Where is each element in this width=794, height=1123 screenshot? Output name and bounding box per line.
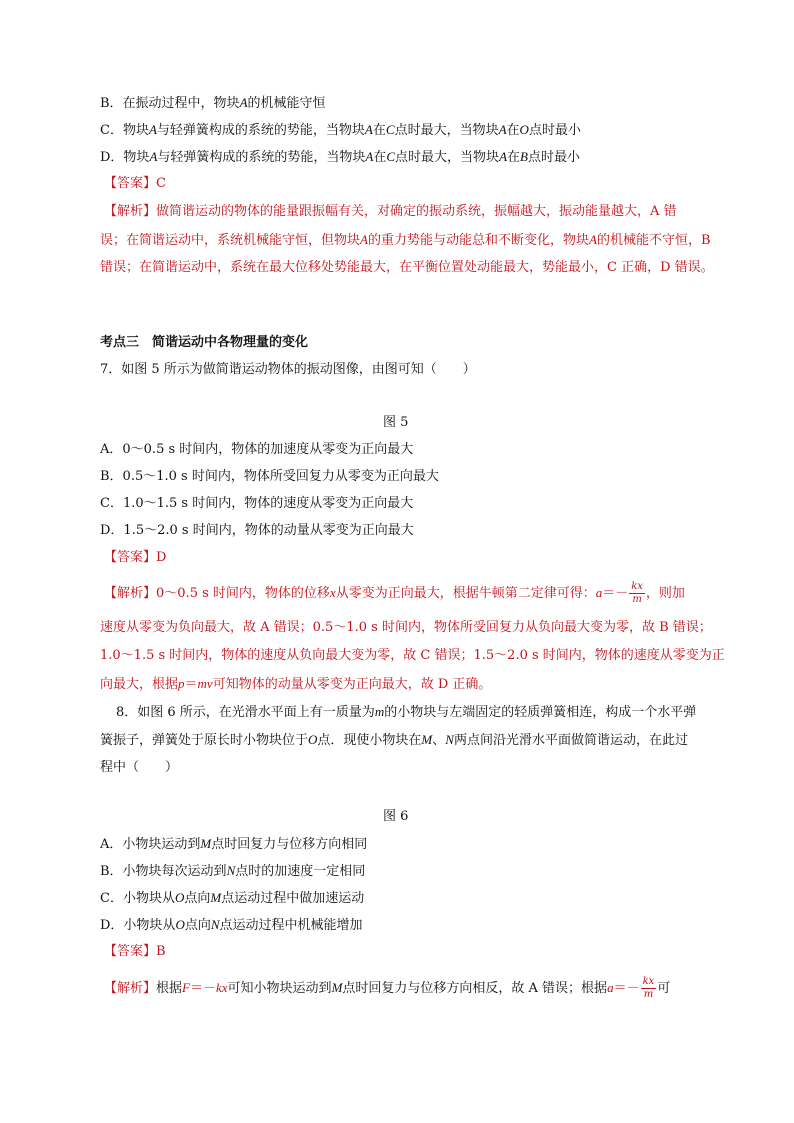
q8-answer [104, 945, 166, 958]
q8-analysis-line-1: 【解析】根据F＝－kx可知小物块运动到M点时回复力与位移方向相反，故 A 错误；根据a＝－ $\frac{kx}{m}$ 可 [104, 976, 671, 1000]
answer-value: C [156, 176, 166, 191]
q8-option-a: A．小物块运动到M点时回复力与位移方向相同 [100, 836, 368, 852]
q6-answer [104, 177, 166, 190]
fraction: $\frac{kx}{m}$ [631, 581, 643, 605]
answer-tag: 【答案】 [104, 550, 157, 565]
q7-analysis-line-1: 【解析】0～0.5 s 时间内，物体的位移x从零变为正向最大，根据牛顿第二定律可得：a＝－ $\frac{kx}{m}$ ，则加 [104, 581, 685, 605]
q6-option-b: B．在振动过程中，物块A的机械能守恒 [100, 95, 326, 111]
q6-analysis-line-1: 【解析】做简谐运动的物体的能量跟振幅有关，对确定的振动系统，振幅越大，振动能量越大，A 错 [104, 204, 677, 219]
fraction: $\frac{kx}{m}$ [642, 976, 655, 1000]
q8-figure-label: 图 6 [383, 809, 409, 824]
q6-analysis-line-3: 错误；在简谐运动中，系统在最大位移处势能最大，在平衡位置处动能最大，势能最小，C 正确，D 错误。 [100, 260, 714, 275]
analysis-tag: 【解析】 [104, 586, 157, 601]
q8-option-d: D．小物块从O点向N点运动过程中机械能增加 [100, 917, 363, 933]
q7-analysis-line-4: 向最大，根据p＝mv可知物体的动量从零变为正向最大，故 D 正确。 [100, 676, 492, 692]
analysis-tag: 【解析】 [104, 981, 157, 996]
answer-value: B [156, 944, 166, 959]
q7-analysis-line-3: 1.0～1.5 s 时间内，物体的速度从负向最大变为零，故 C 错误；1.5～2.0 s 时间内，物体的速度从零变为正 [100, 648, 725, 663]
section-title: 考点三 简谐运动中各物理量的变化 [100, 335, 309, 350]
q7-stem: 7．如图 5 所示为做简谐运动物体的振动图像，由图可知（ ） [100, 362, 476, 377]
q8-stem-line-3: 程中（ ） [100, 760, 179, 775]
q7-option-b: B．0.5～1.0 s 时间内，物体所受回复力从零变为正向最大 [100, 469, 439, 484]
q7-answer [104, 551, 166, 564]
q7-option-a: A．0～0.5 s 时间内，物体的加速度从零变为正向最大 [100, 442, 414, 457]
answer-tag: 【答案】 [104, 944, 157, 959]
q8-stem-line-2: 簧振子，弹簧处于原长时小物块位于O点．现使小物块在M、N两点间沿光滑水平面做简谐运动，在此过 [100, 732, 688, 748]
q6-option-d: D．物块A与轻弹簧构成的系统的势能，当物块A在C点时最大，当物块A在B点时最小 [100, 149, 580, 165]
q7-analysis-line-2: 速度从零变为负向最大，故 A 错误；0.5～1.0 s 时间内，物体所受回复力从负向最大变为零，故 B 错误； [100, 620, 712, 635]
q8-option-c: C．小物块从O点向M点运动过程中做加速运动 [100, 890, 365, 906]
q7-figure-label: 图 5 [383, 415, 409, 430]
q6-option-c: C．物块A与轻弹簧构成的系统的势能，当物块A在C点时最大，当物块A在O点时最小 [100, 122, 581, 138]
answer-value: D [156, 550, 167, 565]
q7-option-c: C．1.0～1.5 s 时间内，物体的速度从零变为正向最大 [100, 496, 414, 511]
answer-tag: 【答案】 [104, 176, 157, 191]
analysis-tag: 【解析】 [104, 204, 157, 219]
q8-stem-line-1: 8．如图 6 所示，在光滑水平面上有一质量为m的小物块与左端固定的轻质弹簧相连，构成一个水平弹 [116, 704, 697, 720]
q8-option-b: B．小物块每次运动到N点时的加速度一定相同 [100, 863, 366, 879]
q6-analysis-line-2: 误；在简谐运动中，系统机械能守恒，但物块A的重力势能与动能总和不断变化，物块A的机械能不守恒，B [100, 232, 711, 248]
q7-option-d: D．1.5～2.0 s 时间内，物体的动量从零变为正向最大 [100, 523, 414, 538]
